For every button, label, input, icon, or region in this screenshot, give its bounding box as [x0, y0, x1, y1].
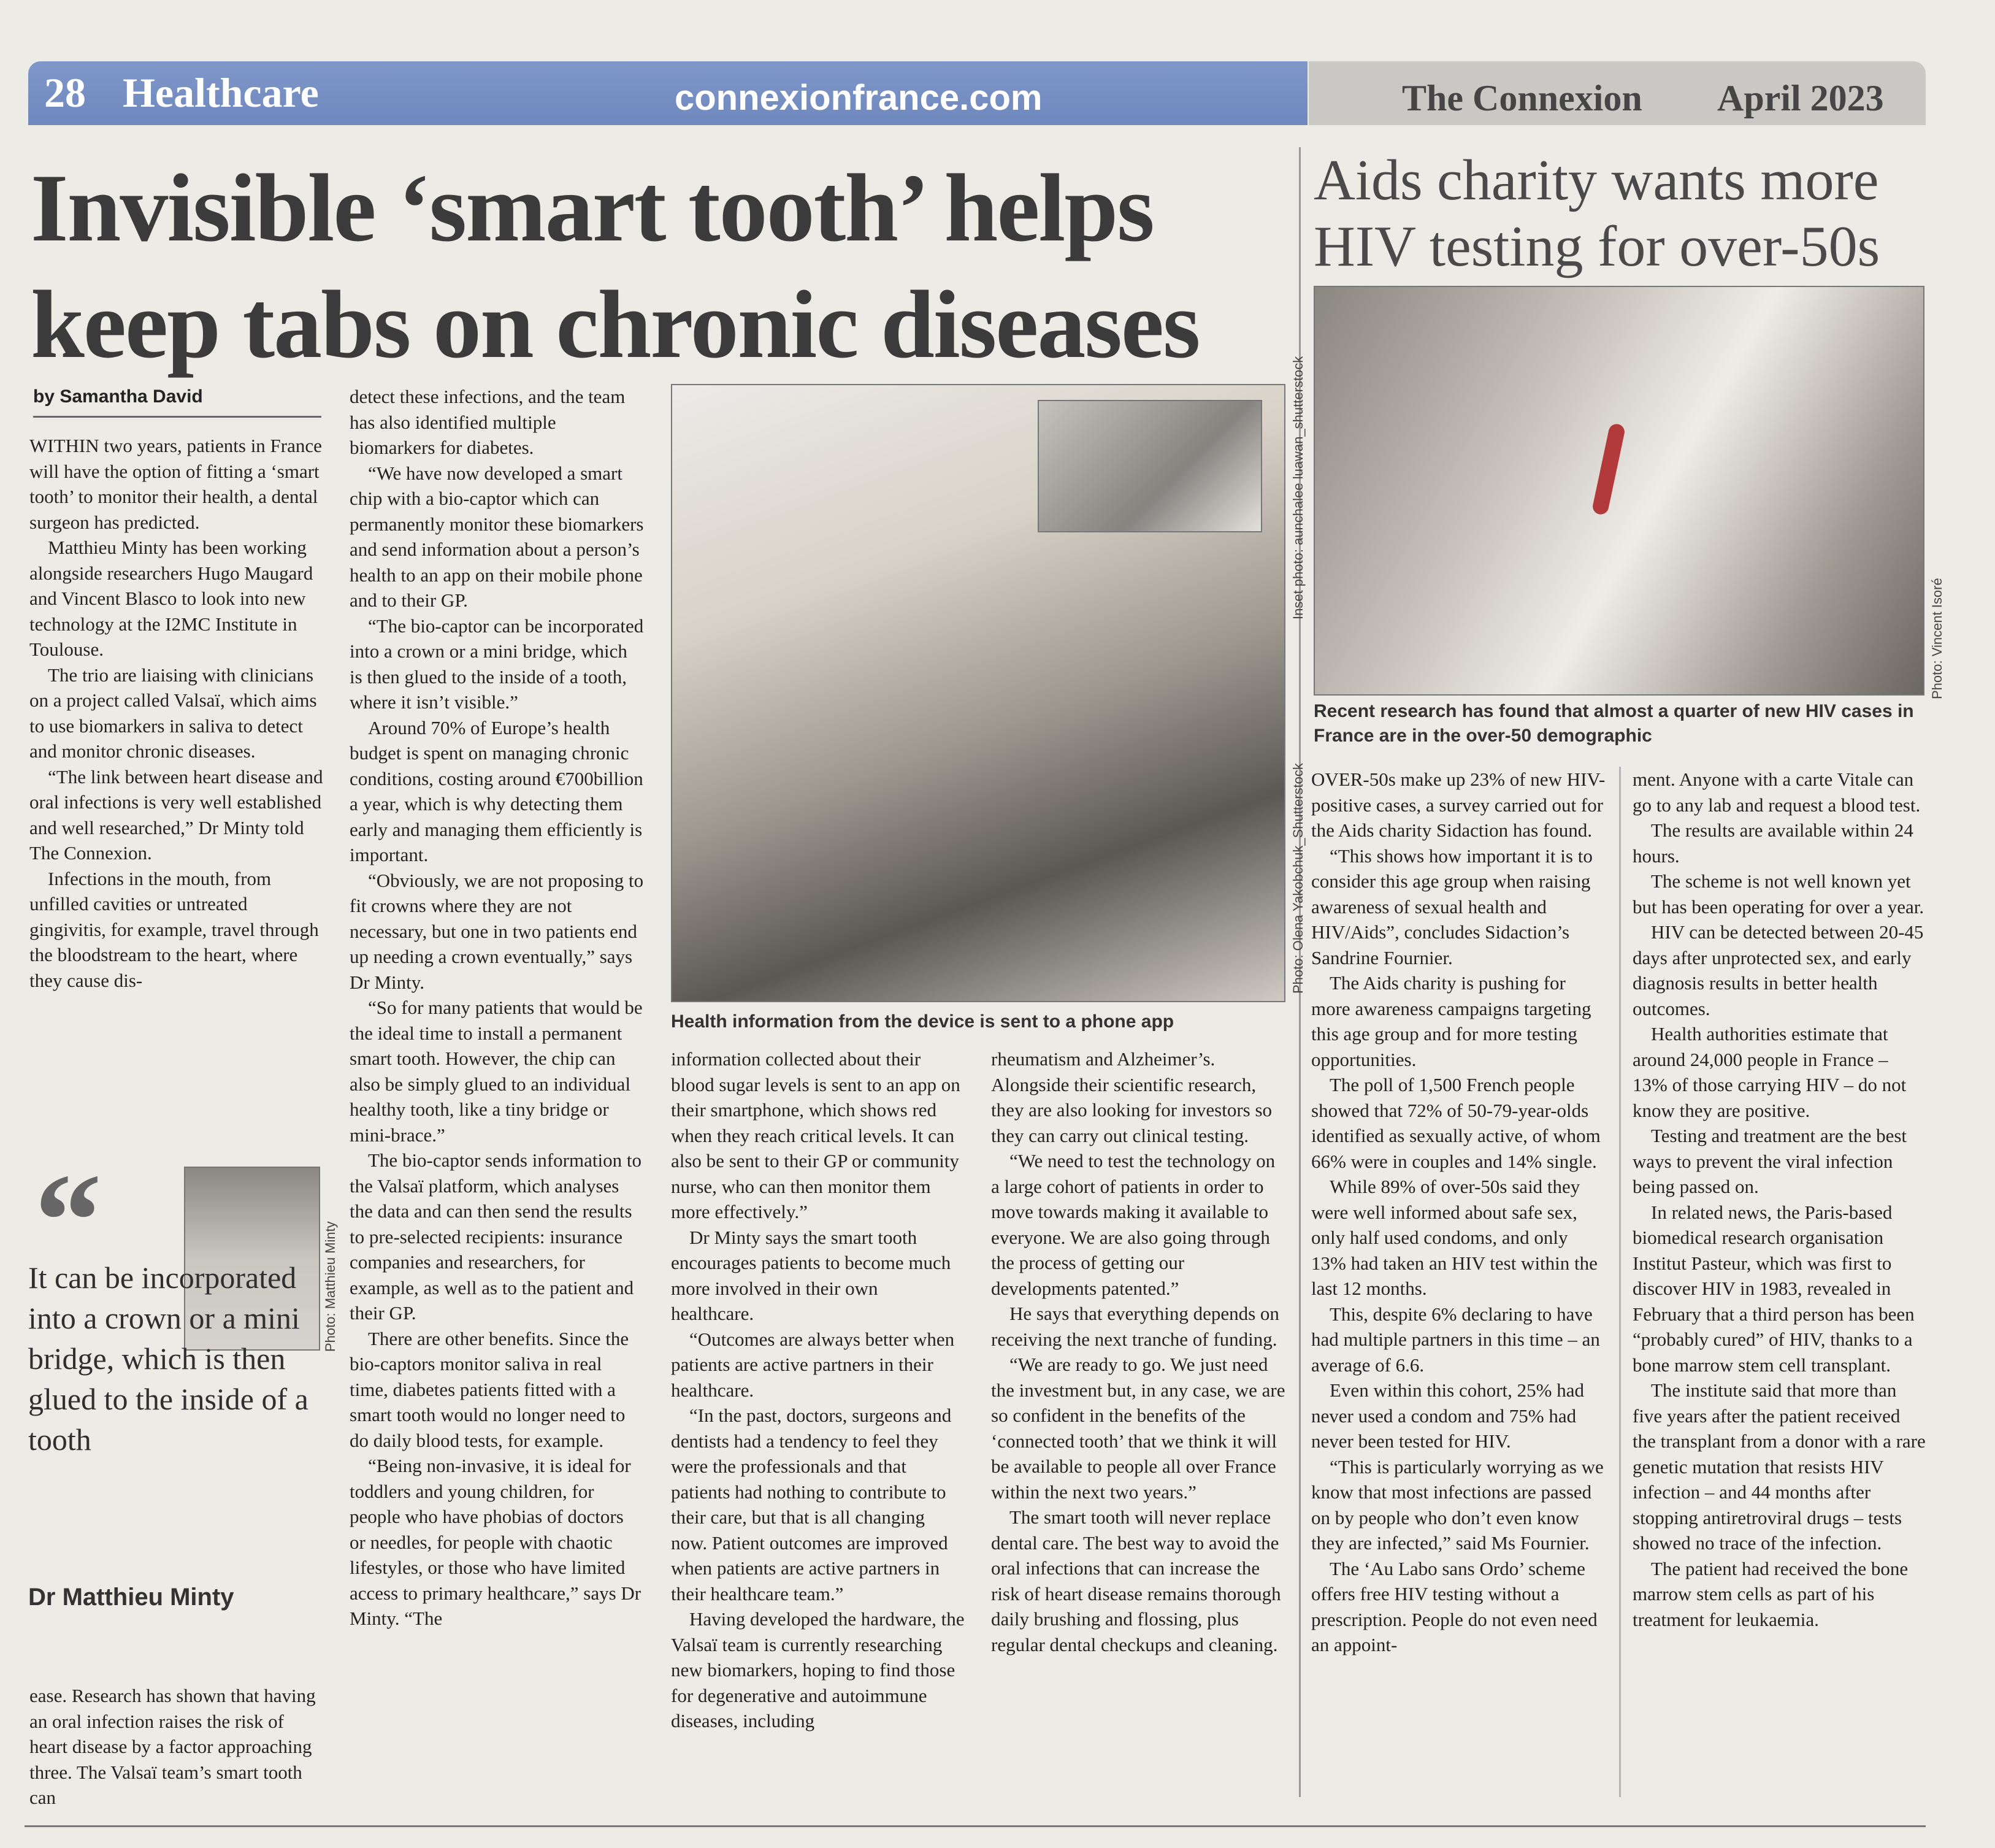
paragraph: The results are available within 24 hours.	[1633, 819, 1913, 867]
main-column-1	[29, 433, 324, 993]
paragraph: “We need to test the technology on a large cohort of patients in order to move towards making it available to everyone. We are also going through the process of getting our developments patented.”	[991, 1150, 1276, 1299]
paragraph: WITHIN two years, patients in France will have the option of fitting a ‘smart tooth’ to monitor their health, a dental surgeon has predicted.	[29, 435, 322, 533]
paragraph: The scheme is not well known yet but has been operating for over a year.	[1633, 870, 1924, 918]
quote-mark: “	[34, 1146, 102, 1295]
paragraph: “This is particularly worrying as we know that most infections are passed on by people who don’t even know they are infected,” said Ms Fournier.	[1311, 1455, 1604, 1554]
paragraph: detect these infections, and the team has also identified multiple biomarkers for diabetes.	[350, 386, 626, 458]
paragraph: Around 70% of Europe’s health budget is spent on managing chronic conditions, costing around €700billion a year, which is why detecting them early and managing them efficiently is important.	[350, 716, 643, 865]
main-column-4	[991, 1046, 1285, 1657]
section-title: Healthcare	[123, 69, 319, 116]
main-headline: Invisible ‘smart tooth’ helps keep tabs on chronic diseases	[31, 155, 1200, 378]
paragraph: The institute said that more than five years after the patient received the transplant from a donor with a rare genetic mutation that resists HIV infection – and 44 months after stopping antiretroviral drugs – tests showed no trace of the infection.	[1633, 1379, 1926, 1554]
paragraph: Having developed the hardware, the Valsaï team is currently researching new biomarkers, hoping to find those for degenerative and autoimmune diseases, including	[671, 1608, 965, 1731]
paragraph: The trio are liaising with clinicians on a project called Valsaï, which aims to use biomarkers in saliva to detect and monitor chronic diseases.	[29, 664, 317, 762]
paragraph: “Obviously, we are not proposing to fit crowns where they are not necessary, but one in two patients end up needing a crown eventually,” says Dr Minty.	[350, 869, 644, 993]
paragraph: “Outcomes are always better when patients are active partners in their healthcare.	[671, 1328, 955, 1401]
newspaper-name: The Connexion	[1402, 78, 1642, 118]
paragraph: “In the past, doctors, surgeons and dentists had a tendency to feel they were the professionals and that patients had nothing to contribute to their care, but that is all changing now. Patient outcomes are improved when patients are active partners in their healthcare team.”	[671, 1405, 952, 1605]
hiv-ribbon-photo	[1314, 286, 1924, 696]
main-column-1-continued	[29, 1683, 324, 1811]
byline: by Samantha David	[33, 386, 203, 407]
paragraph: The bio-captor sends information to the Valsaï platform, which analyses the data and can then send the results to pre-selected recipients: insurance companies and researchers, for example, as well as to the patient and their GP.	[350, 1149, 641, 1324]
paragraph: “This shows how important it is to consider this age group when raising awareness of sexual health and HIV/Aids”, concludes Sidaction’s Sandrine Fournier.	[1311, 845, 1593, 968]
paragraph: There are other benefits. Since the bio-captors monitor saliva in real time, diabetes patients fitted with a smart tooth would no longer need to do daily blood tests, for example.	[350, 1327, 629, 1451]
paragraph: information collected about their blood sugar levels is sent to an app on their smartphone, which shows red when they reach critical levels. It can also be sent to their GP or community nurse, who can then monitor them more effectively.”	[671, 1048, 960, 1222]
paragraph: “Being non-invasive, it is ideal for toddlers and young children, for people who have phobias of doctors or needles, for people with chaotic lifestyles, or those who have limited access to primary healthcare,” says Dr Minty. “The	[350, 1455, 641, 1629]
paragraph: “We are ready to go. We just need the investment but, in any case, we are so confident in the benefits of the ‘connected tooth’ that we think it will be available to people all over France within the next two years.”	[991, 1354, 1285, 1503]
main-column-2	[350, 384, 644, 1631]
inset-phone-photo	[1038, 400, 1262, 532]
side-column-1	[1311, 767, 1606, 1658]
paragraph: While 89% of over-50s said they were well informed about safe sex, only half used condoms, and only 13% had taken an HIV test within the last 12 months.	[1311, 1176, 1598, 1299]
paragraph: “We have now developed a smart chip with a bio-captor which can permanently monitor these biomarkers and send information about a person’s health to an app on their mobile phone and to their GP.	[350, 462, 644, 611]
paragraph: OVER-50s make up 23% of new HIV-positive cases, a survey carried out for the Aids charity Sidaction has found.	[1311, 769, 1606, 841]
issue-date: April 2023	[1717, 78, 1884, 118]
main-column-3	[671, 1046, 965, 1734]
bottom-rule	[25, 1825, 1926, 1827]
paragraph: Matthieu Minty has been working alongside researchers Hugo Maugard and Vincent Blasco to look into new technology at the I2MC Institute in Toulouse.	[29, 537, 313, 660]
paragraph: “So for many patients that would be the ideal time to install a permanent smart tooth. However, the chip can also be simply glued to an individual healthy tooth, like a tiny bridge or mini-brace.”	[350, 997, 643, 1146]
paragraph: Even within this cohort, 25% had never used a condom and 75% had never been tested for HIV.	[1311, 1379, 1584, 1452]
paragraph: ment. Anyone with a carte Vitale can go to any lab and request a blood test.	[1633, 769, 1921, 816]
paragraph: HIV can be detected between 20-45 days after unprotected sex, and early diagnosis results in better health outcomes.	[1633, 921, 1924, 1019]
website-url: connexionfrance.com	[675, 78, 1043, 118]
paragraph: Testing and treatment are the best ways to prevent the viral infection being passed on.	[1633, 1125, 1907, 1197]
paragraph: ease. Research has shown that having an oral infection raises the risk of heart disease by a factor approaching three. The Valsaï team’s smart tooth can	[29, 1685, 316, 1808]
dental-photo-credit: Photo: Olena Yakobchuk_Shutterstock	[1290, 763, 1306, 994]
paragraph: The smart tooth will never replace dental care. The best way to avoid the oral infections that can increase the risk of heart disease remains thorough daily brushing and flossing, plus regular dental checkups and cleaning.	[991, 1506, 1281, 1655]
paragraph: He says that everything depends on receiving the next tranche of funding.	[991, 1303, 1279, 1350]
side-column-2	[1633, 767, 1927, 1632]
side-headline: Aids charity wants more HIV testing for over-50s	[1314, 148, 1880, 278]
paragraph: Infections in the mouth, from unfilled cavities or untreated gingivitis, for example, travel through the bloodstream to the heart, where they cause dis-	[29, 867, 319, 991]
side-photo-credit: Photo: Vincent Isoré	[1929, 578, 1945, 699]
paragraph: In related news, the Paris-based biomedical research organisation Institut Pasteur, which was first to discover HIV in 1983, revealed in February that a third person has been “probably cured” of HIV, thanks to a bone marrow stem cell transplant.	[1633, 1201, 1915, 1376]
paragraph: “The link between heart disease and oral infections is very well established and well researched,” Dr Minty told The Connexion.	[29, 765, 323, 864]
portrait-credit: Photo: Matthieu Minty	[323, 1221, 338, 1352]
paragraph: Dr Minty says the smart tooth encourages patients to become much more involved in their own healthcare.	[671, 1226, 951, 1324]
paragraph: This, despite 6% declaring to have had multiple partners in this time – an average of 6.6.	[1311, 1303, 1600, 1376]
pull-quote: It can be incorporated into a crown or a mini bridge, which is then glued to the inside of a tooth	[28, 1260, 308, 1457]
paragraph: The Aids charity is pushing for more awareness campaigns targeting this age group and for more testing opportunities.	[1311, 972, 1591, 1070]
dental-photo-caption: Health information from the device is sent to a phone app	[671, 1011, 1174, 1032]
inset-credit: Inset photo: aunchalee luawan_shutterstock	[1290, 356, 1306, 619]
paragraph: “The bio-captor can be incorporated into a crown or a mini bridge, which is then glued to the inside of a tooth, where it isn’t visible.”	[350, 615, 644, 713]
paragraph: The ‘Au Labo sans Ordo’ scheme offers free HIV testing without a prescription. People do not even need an appoint-	[1311, 1557, 1598, 1655]
page-number: 28	[44, 69, 86, 116]
pull-quote-author: Dr Matthieu Minty	[28, 1584, 234, 1611]
paragraph: rheumatism and Alzheimer’s. Alongside their scientific research, they are also looking for investors so they can carry out clinical testing.	[991, 1048, 1273, 1146]
side-column-divider	[1619, 767, 1621, 1797]
paragraph: The poll of 1,500 French people showed that 72% of 50-79-year-olds identified as sexually active, of whom 66% were in couples and 14% single.	[1311, 1074, 1601, 1172]
paragraph: The patient had received the bone marrow stem cells as part of his treatment for leukaemia.	[1633, 1557, 1909, 1630]
side-photo-caption: Recent research has found that almost a quarter of new HIV cases in France are in the over-50 demographic	[1314, 701, 1914, 746]
paragraph: Health authorities estimate that around 24,000 people in France – 13% of those carrying HIV – do not know they are positive.	[1633, 1023, 1907, 1121]
byline-rule	[33, 416, 321, 418]
